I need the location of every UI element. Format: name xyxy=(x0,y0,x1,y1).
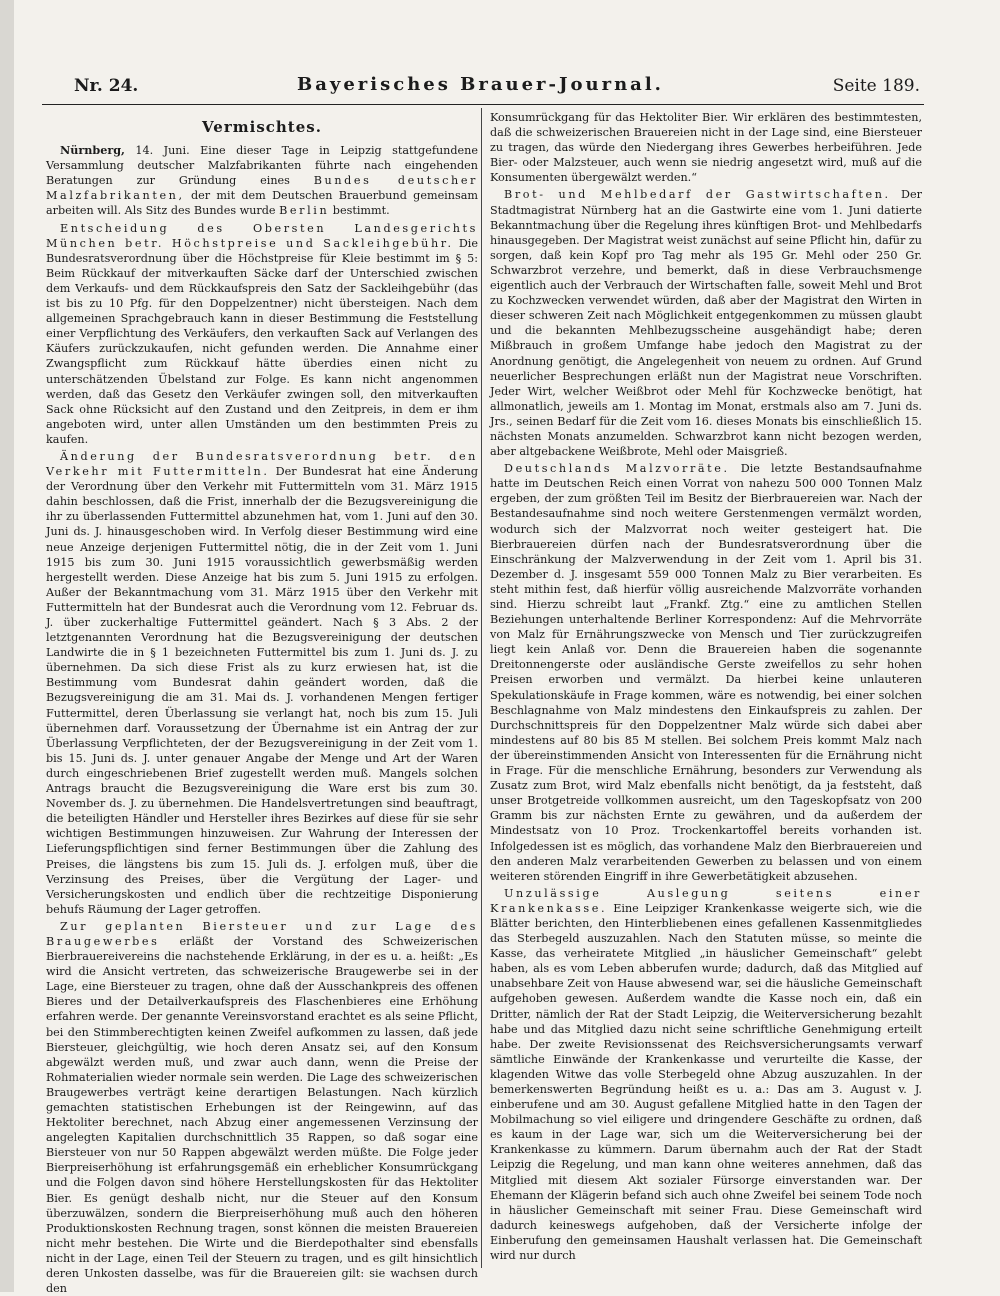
article-heading: Änderung der Bundesratsverordnung betr. den Verkehr mit Futtermitteln. xyxy=(46,449,478,479)
article-nuernberg: Nürnberg, 14. Juni. Eine dieser Tage in Leipzig stattgefundene Versammlung deutscher Malzfabrikanten führte nach eingehenden Beratungen zur Gründung eines Bundes deutscher Malzfabrikanten, der mit dem Deutschen Brauerbund gemeinsam arbeiten will. Als Sitz des Bundes wurde Berlin bestimmt. xyxy=(46,143,478,218)
newspaper-page xyxy=(42,70,924,1296)
scan-edge xyxy=(0,0,14,1292)
article-heading: Deutschlands Malzvorräte. xyxy=(504,462,730,476)
journal-title: Bayerisches Brauer-Journal. xyxy=(297,74,664,95)
right-column xyxy=(490,110,922,1270)
article-heading: Zur geplanten Biersteuer und zur Lage des Braugewerbes xyxy=(46,919,478,948)
article-place: Nürnberg, xyxy=(60,143,125,158)
article-krankenkasse: Unzulässige Auslegung seitens einer Krankenkasse. Eine Leipziger Krankenkasse weigerte sich, wie die Blätter berichten, den Hinterbliebenen eines gefallenen Kassenmitgliedes das Sterbegeld auszuzahlen. Nach den Statuten müsse, so meinte die Kasse, das verheiratete Mitglied „in häuslicher Gemeinschaft“ gelebt haben, als es vom Leben abberufen wurde; dadurch, daß das Mitglied auf unabsehbare Zeit von Hause abwesend war, sei die häusliche Gemeinschaft aufgehoben gewesen. Außerdem wandte die Kasse noch ein, daß ein Dritter, nämlich der Rat der Stadt Leipzig, die Weiterversicherung bezahlt habe und das Mitglied dazu nicht seine schriftliche Genehmigung erteilt habe. Der zweite Revisionssenat des Reichsversicherungsamts verwarf sämtliche Einwände der Krankenkasse und verurteilte die Kasse, der klagenden Witwe das volle Sterbegeld ohne Abzug auszuzahlen. In der bemerkenswerten Begründung heißt es u. a.: Das am 3. August v. J. einberufene und am 30. August gefallene Mitglied hatte in den Tagen der Mobilmachung so viel eiligere und dringendere Geschäfte zu ordnen, daß es kaum in der Lage war, sich um die Weiterversicherung bei der Krankenkasse zu kümmern. Darum übernahm auch der Rat der Stadt Leipzig die Regelung, und man kann ohne weiteres annehmen, daß das Mitglied mit diesem Akt sozialer Fürsorge einverstanden war. Der Ehemann der Klägerin befand sich auch ohne Zweifel bei seinem Tode noch in häuslicher Gemeinschaft mit seiner Frau. Diese Gemeinschaft wird dadurch keineswegs aufgehoben, daß der Versicherte infolge der Einberufung den gemeinsamen Haushalt verlassen hat. Die Gemeinschaft wird nur durch xyxy=(490,886,922,1263)
column-divider xyxy=(481,108,482,1268)
article-brotbedarf: Brot- und Mehlbedarf der Gastwirtschaften. Der Stadtmagistrat Nürnberg hat an die Gastwirte eine vom 1. Juni datierte Bekanntmachung über die Regelung ihres künftigen Brot- und Mehlbedarfs hinausgegeben. Der Magistrat weist zunächst auf seine Pflicht hin, dafür zu sorgen, daß kein Kopf pro Tag mehr als 195 Gr. Mehl oder 250 Gr. Schwarzbrot verzehre, und bemerkt, daß in diese Verbrauchsmenge eigentlich auch der Verbrauch der Wirtschaften falle, soweit Mehl und Brot zu Kochzwecken verwendet würden, daß aber der Magistrat den Wirten in dieser schweren Zeit nach Möglichkeit entgegenkommen zu müssen glaubt und die bekannten Mehlbezugsscheine ausgehändigt habe; deren Mißbrauch in großem Umfange habe jedoch den Magistrat zu der Anordnung genötigt, die Angelegenheit von neuem zu ordnen. Auf Grund neuerlicher Besprechungen erläßt nun der Magistrat neue Vorschriften. Jeder Wirt, welcher Weißbrot oder Mehl für Kochzwecke benötigt, hat allmonatlich, jeweils am 1. Montag im Monat, erstmals also am 7. Juni ds. Jrs., seinen Bedarf für die Zeit vom 16. dieses Monats bis einschließlich 15. nächsten Monats anzumelden. Schwarzbrot kann nicht bezogen werden, aber altgebackene Weißbrote, Mehl oder Maisgrieß. xyxy=(490,188,923,459)
page-header xyxy=(42,70,924,105)
page-number: Seite 189. xyxy=(832,76,920,96)
issue-number: Nr. 24. xyxy=(74,76,139,96)
article-landesgericht: Entscheidung des Obersten Landesgerichts München betr. Höchstpreise und Sackleihgebühr. Die Bundesratsverordnung über die Höchstpreise für Kleie bestimmt im § 5: Beim Rückkauf der mitverkauften Säcke darf der Unterschied zwischen dem Verkaufs- und dem Rückkaufspreis den Satz der Sackleihgebühr (das ist bis zu 10 Pfg. für den Doppelzentner) nicht übersteigen. Nach dem allgemeinen Sprachgebrauch kann in dieser Bestimmung die Feststellung einer Verpflichtung des Verkäufers, den verkauften Sack auf Verlangen des Käufers zurückzukaufen, nicht gefunden werden. Die Annahme einer Zwangspflicht zum Rückkauf hätte überdies einen nicht zu unterschätzenden Übelstand zur Folge. Es kann nicht angenommen werden, daß das Gesetz den Verkäufer zwingen soll, den mitverkauften Sack ohne Rücksicht auf den Zustand und den Zeitpreis, in dem er ihm angeboten wird, unter allen Umständen um den bestimmten Preis zu kaufen. xyxy=(46,221,478,446)
section-title: Vermischtes. xyxy=(202,118,322,136)
article-biersteuer-continued: Konsumrückgang für das Hektoliter Bier. Wir erklären des bestimmtesten, daß die schweizerischen Brauereien nicht in der Lage sind, eine Biersteuer zu tragen, das würde den Niedergang ihres Gewerbes herbeiführen. Jede Bier- oder Malzsteuer, auch wenn sie niedrig angesetzt wird, muß auf die Konsumenten übergewälzt werden.“ xyxy=(490,111,922,185)
article-malzvorraete: Deutschlands Malzvorräte. Die letzte Bestandsaufnahme hatte im Deutschen Reich einen Vorrat von nahezu 500 000 Tonnen Malz ergeben, der zum größten Teil im Besitz der Bierbrauereien war. Nach der Bestandesaufnahme sind noch weitere Gerstenmengen vermälzt worden, wodurch sich der Malzvorrat noch weiter gesteigert hat. Die Bierbrauereien dürfen nach der Bundesratsverordnung über die Einschränkung der Malzverwendung in der Zeit vom 1. April bis 31. Dezember d. J. insgesamt 559 000 Tonnen Malz zu Bier verarbeiten. Es steht mithin fest, daß hierfür völlig ausreichende Malzvorräte vorhanden sind. Hierzu schreibt laut „Frankf. Ztg.“ eine zu amtlichen Stellen Beziehungen unterhaltende Berliner Korrespondenz: Auf die Mehrvorräte von Malz für Ernährungszwecke von Mensch und Tier zurückzugreifen liegt kein Anlaß vor. Denn die Brauereien haben die sogenannte Dreitonnengerste oder ausländische Gerste zweifellos zu sehr hohen Preisen erworben und vermälzt. Da hierbei keine unlauteren Spekulationskäufe in Frage kommen, wäre es notwendig, bei einer solchen Beschlagnahme von Malz mindestens den Einkaufspreis zu zahlen. Der Durchschnittspreis für den Doppelzentner Malz würde sich dabei aber mindestens auf 80 bis 85 M stellen. Bei solchem Preis kommt Malz nach der übereinstimmenden Ansicht von Interessenten für die Ernährung nicht in Frage. Für die menschliche Ernährung, besonders zur Verwendung als Zusatz zum Brot, wird Malz ebenfalls nicht benötigt, da ja feststeht, daß unser Brotgetreide vollkommen ausreicht, um den Tageskopfsatz von 200 Gramm bis zur nächsten Ernte zu gewähren, und da außerdem der Mindestsatz von 10 Proz. Trockenkartoffel bereits vorhanden ist. Infolgedessen ist es möglich, das vorhandene Malz den Bierbrauereien und den anderen Malz verarbeitenden Gewerben zu belassen und von einem weiteren störenden Eingriff in ihre Gewerbetätigkeit abzusehen. xyxy=(490,462,922,883)
article-biersteuer: Zur geplanten Biersteuer und zur Lage des Braugewerbes erläßt der Vorstand des Schweizerischen Bierbrauereivereins die nachstehende Erklärung, in der es u. a. heißt: „Es wird die Ansicht vertreten, das schweizerische Braugewerbe sei in der Lage, eine Biersteuer zu tragen, ohne daß der Ausschankpreis des offenen Bieres und der Detailverkaufspreis des Flaschenbieres eine Erhöhung erfahren werde. Der genannte Vereinsvorstand erachtet es als seine Pflicht, bei den Stimmberechtigten keinen Zweifel aufkommen zu lassen, daß jede Biersteuer, gleichgültig, wie hoch deren Ansatz sei, auf den Konsum abgewälzt werden muß, und zwar auch dann, wenn die Preise der Rohmaterialien wieder normale sein werden. Die Lage des schweizerischen Braugewerbes verträgt keine derartigen Belastungen. Nach kürzlich gemachten statistischen Erhebungen ist der Reingewinn, auf das Hektoliter berechnet, nach Abzug einer angemessenen Verzinsung der angelegten Kapitalien durchschnittlich 35 Rappen, so daß sogar eine Biersteuer von nur 50 Rappen abgewälzt werden müßte. Die Folge jeder Bierpreiserhöhung ist erfahrungsgemäß ein erheblicher Konsumrückgang und die Folgen davon sind höhere Herstellungskosten für das Hektoliter Bier. Es genügt deshalb nicht, nur die Steuer auf den Konsum überzuwälzen, sondern die Bierpreiserhöhung muß auch den höheren Produktionskosten Rechnung tragen, sonst können die meisten Brauereien nicht mehr bestehen. Die Wirte und die Bierdepothalter sind ebensfalls nicht in der Lage, einen Teil der Steuern zu tragen, und es gilt hinsichtlich deren Unkosten dasselbe, was für die Brauereien gilt: sie wachsen durch den xyxy=(46,919,478,1296)
article-heading: Brot- und Mehlbedarf der Gastwirtschaften. xyxy=(504,188,891,202)
article-heading: Unzulässige Auslegung seitens einer Krankenkasse. xyxy=(490,886,922,915)
article-futtermittel: Änderung der Bundesratsverordnung betr. den Verkehr mit Futtermitteln. Der Bundesrat hat eine Änderung der Verordnung über den Verkehr mit Futtermitteln vom 31. März 1915 dahin beschlossen, daß die Frist, innerhalb der die Bezugsvereinigung die ihr zu überlassenden Futtermittel abzunehmen hat, vom 1. Juni auf den 30. Juni ds. J. hinausgeschoben wird. In Verfolg dieser Bestimmung wird eine neue Anzeige derjenigen Futtermittel nötig, die in der Zeit vom 1. Juni 1915 bis zum 30. Juni 1915 voraussichtlich gewerbsmäßig werden hergestellt werden. Diese Anzeige hat bis zum 5. Juni 1915 zu erfolgen. Außer der Bekanntmachung vom 31. März 1915 über den Verkehr mit Futtermitteln hat der Bundesrat auch die Verordnung vom 12. Februar ds. J. über zuckerhaltige Futtermittel geändert. Nach § 3 Abs. 2 der letztgenannten Verordnung hat die Bezugsvereinigung der deutschen Landwirte die in § 1 bezeichneten Futtermittel bis zum 1. Juni ds. J. zu übernehmen. Da sich diese Frist als zu kurz erwiesen hat, ist die Bestimmung vom Bundesrat dahin geändert worden, daß die Bezugsvereinigung die am 31. Mai ds. J. vorhandenen Mengen fertiger Futtermittel, deren Überlassung sie verlangt hat, noch bis zum 15. Juli übernehmen darf. Voraussetzung der Übernahme ist ein Antrag der zur Überlassung Verpflichteten, der der Bezugsvereinigung in der Zeit vom 1. bis 15. Juni ds. J. unter genauer Angabe der Menge und Art der Waren durch eingeschriebenen Brief zugestellt werden muß. Mangels solchen Antrags braucht die Bezugsvereinigung die Ware erst bis zum 30. November ds. J. zu übernehmen. Die Handelsvertretungen sind beauftragt, die beteiligten Händler und Hersteller ihres Bezirkes auf diese für sie sehr wichtigen Bestimmungen hinzuweisen. Zur Wahrung der Interessen der Lieferungspflichtigen sind ferner Bestimmungen über die Zahlung des Preises, die längstens bis zum 15. Juli ds. J. erfolgen muß, über die Verzinsung des Preises, über die Vergütung der Lager- und Versicherungskosten und endlich über die rechtzeitige Disponierung behufs Räumung der Lager getroffen. xyxy=(46,449,478,916)
left-column xyxy=(46,110,478,1296)
article-heading: Entscheidung des Obersten Landesgerichts München betr. Höchstpreise und Sackleihgebühr. xyxy=(46,221,478,250)
